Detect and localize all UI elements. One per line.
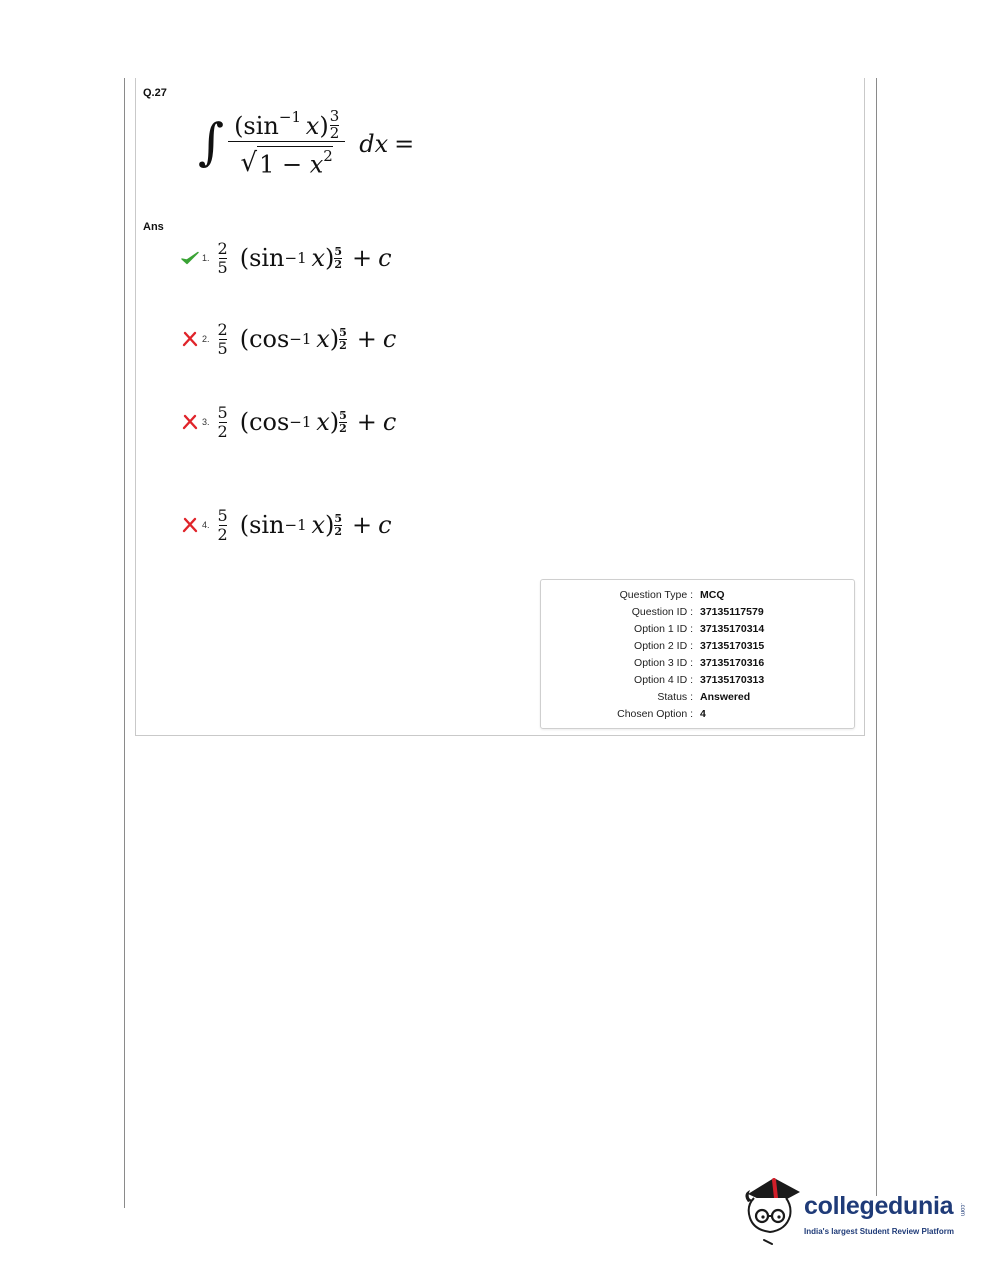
option-number: 4. — [202, 520, 210, 530]
option-exponent: 5 2 — [339, 325, 347, 352]
logo-tagline: India's largest Student Review Platform — [804, 1227, 954, 1236]
collegedunia-logo — [740, 1172, 980, 1252]
option-2 — [180, 311, 396, 367]
integrand-numerator: (sin−1 x) $\frac{3}{2}$ — [234, 106, 340, 142]
differential: dx = — [359, 130, 415, 158]
option-number: 1. — [202, 253, 210, 263]
integral-sign: ∫ — [198, 113, 225, 171]
page-right-line — [876, 78, 877, 1196]
option-exponent: 5 2 — [334, 244, 343, 271]
check-icon — [180, 251, 200, 265]
logo-suffix: .com — [959, 1203, 965, 1217]
option-number: 3. — [202, 417, 210, 427]
answer-label: Ans — [143, 221, 164, 233]
option-coefficient: $\frac{5}{2}$ — [217, 505, 228, 544]
integrand-denominator — [235, 146, 339, 179]
option-number: 2. — [202, 334, 210, 344]
option-1 — [180, 230, 392, 286]
option-exponent: 5 2 — [334, 511, 343, 538]
integrand-fraction — [228, 106, 345, 179]
option-expression: $\frac{2}{5}$ (cos −1 x ) 5 2 + c — [217, 319, 397, 358]
mascot-icon — [740, 1172, 804, 1252]
option-expression: $\frac{5}{2}$ (sin −1 x ) 5 2 + c — [217, 505, 392, 544]
option-4 — [180, 497, 392, 553]
option-expression: $\frac{5}{2}$ (cos −1 x ) 5 2 + c — [217, 402, 397, 441]
option-coefficient: $\frac{2}{5}$ — [217, 238, 228, 277]
square-root: √ 1 − x2 — [240, 147, 333, 179]
fraction-bar — [228, 141, 345, 142]
question-number: Q.27 — [143, 87, 167, 99]
question-info-box: Question Type : MCQ Question ID : 37135117579 Option 1 ID : 37135170314 Option 2 ID : 37135170315 Option 3 ID : 37135170316 Option 4 ID : 37135170313 Status : Answered Chosen Option : 4 — [540, 579, 855, 729]
option-coefficient: $\frac{2}{5}$ — [217, 319, 228, 358]
option-3 — [180, 394, 396, 450]
logo-wordmark: collegedunia — [804, 1192, 954, 1220]
cross-icon — [180, 414, 200, 430]
option-expression: $\frac{2}{5}$ (sin −1 x ) 5 2 + c — [217, 238, 392, 277]
page-left-line — [124, 78, 125, 1208]
question-expression — [198, 96, 414, 192]
cross-icon — [180, 517, 200, 533]
option-coefficient: $\frac{5}{2}$ — [217, 402, 228, 441]
numerator-exponent: $\frac{3}{2}$ — [329, 106, 340, 142]
cross-icon — [180, 331, 200, 347]
option-exponent: 5 2 — [339, 408, 347, 435]
